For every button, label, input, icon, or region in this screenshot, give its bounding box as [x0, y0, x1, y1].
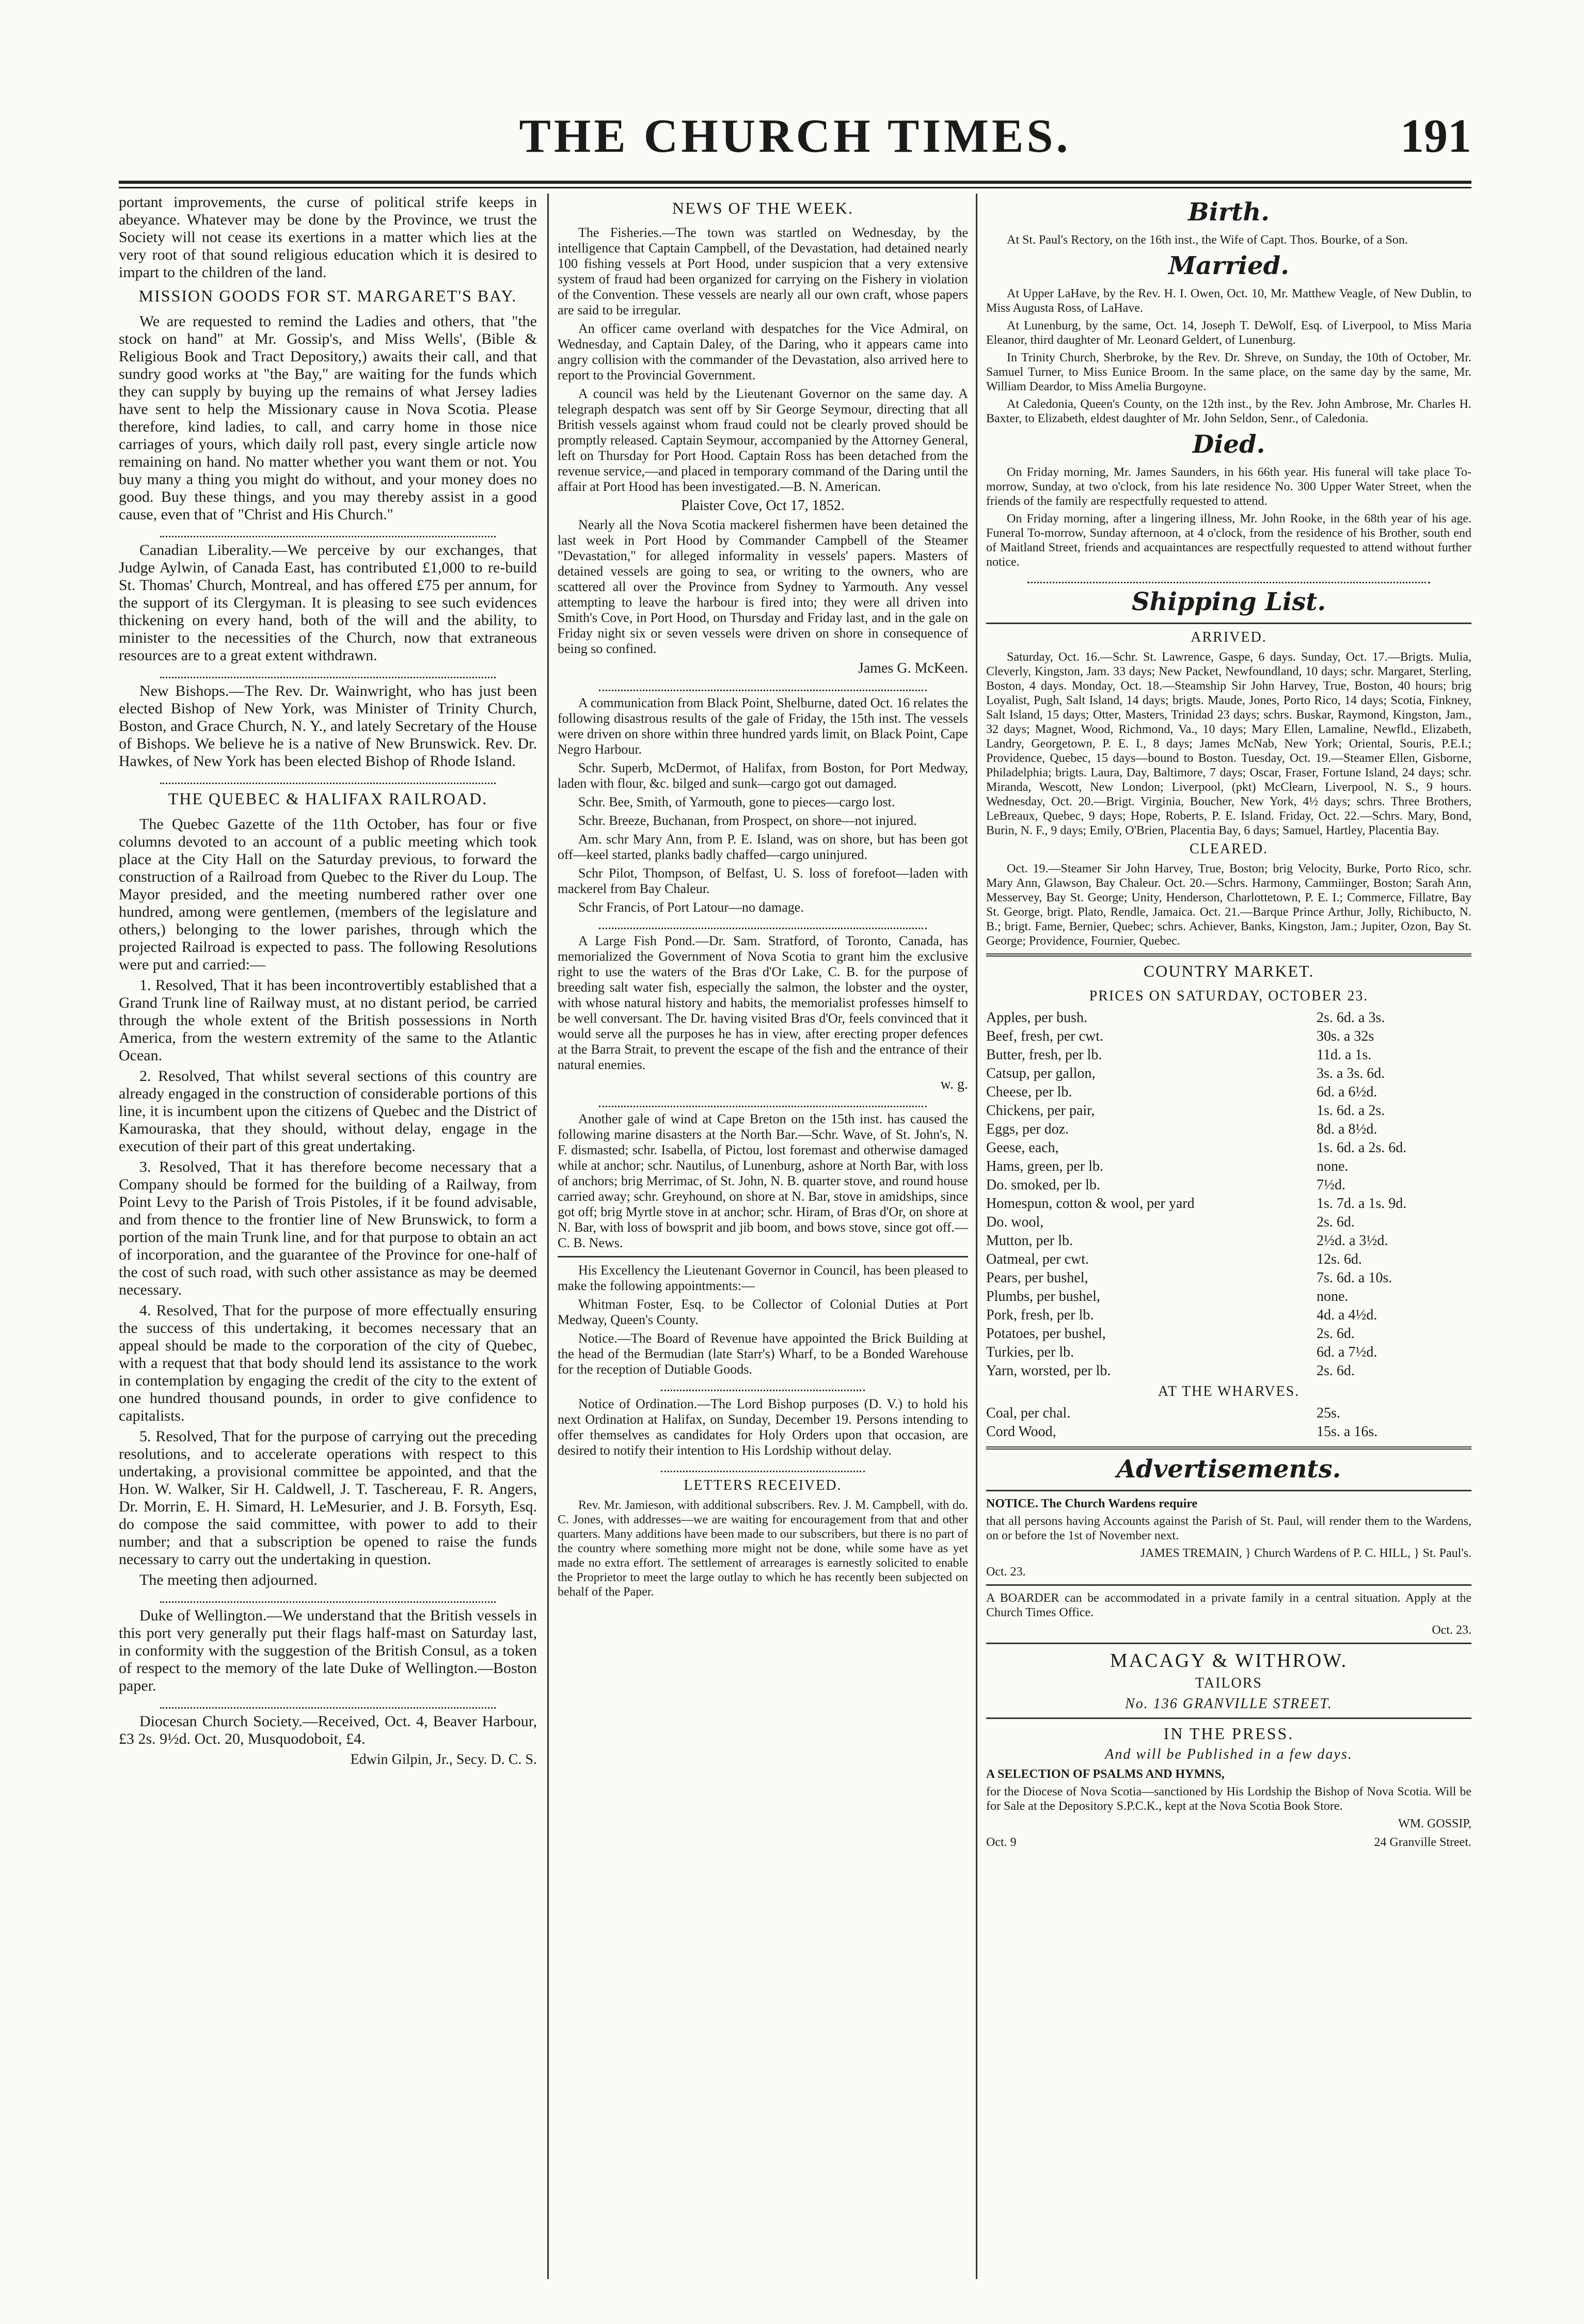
item-breeze: Schr. Breeze, Buchanan, from Prospect, on shore—not injured. — [578, 813, 917, 828]
market-row — [986, 1343, 1471, 1362]
divider — [160, 774, 496, 784]
notice-death-1: On Friday morning, Mr. James Saunders, in his 66th year. His funeral will take place To-morrow, Sunday, at two o'clock, from his late residence No. 300 Upper Water Street, when the friends of the family are respectfully requested to attend. — [986, 466, 1471, 508]
market-price-table — [986, 1009, 1471, 1380]
market-row — [986, 1195, 1471, 1213]
market-row — [986, 1250, 1471, 1269]
signature-diocesan: Edwin Gilpin, Jr., Secy. D. C. S. — [350, 1752, 537, 1768]
divider — [661, 1462, 865, 1472]
market-row — [986, 1232, 1471, 1250]
market-item-price: 7½d. — [1317, 1177, 1345, 1193]
market-row — [986, 1120, 1471, 1139]
column-3 — [986, 194, 1471, 1853]
notice-birth: At St. Paul's Rectory, on the 16th inst., the Wife of Capt. Thos. Bourke, of a Son. — [1007, 233, 1408, 247]
article-diocesan-society: Diocesan Church Society.—Received, Oct. 4, Beaver Harbour, £3 2s. 9½d. Oct. 20, Musquodoboit, £4. — [119, 1713, 537, 1747]
divider-rule — [986, 1446, 1471, 1450]
dateline-plaister-cove: Plaister Cove, Oct 17, 1852. — [681, 498, 845, 514]
resolution-1: 1. Resolved, That it has been incontrovertibly established that a Grand Trunk line of Railway must, at no distant period, be carried through the whole extent of the British possessions in North America, from the western extremity of the same to the Atlantic Ocean. — [119, 977, 537, 1064]
heading-cleared: CLEARED. — [1189, 841, 1269, 857]
column-divider — [547, 194, 549, 2279]
newspaper-title: THE CHURCH TIMES. — [519, 109, 1071, 162]
item-mary-ann: Am. schr Mary Ann, from P. E. Island, was on shore, but has been got off—keel started, planks badly chaffed—cargo uninjured. — [558, 832, 968, 862]
market-item-name: Hams, green, per lb. — [986, 1158, 1104, 1174]
shipping-arrived: Saturday, Oct. 16.—Schr. St. Lawrence, Gaspe, 6 days. Sunday, Oct. 17.—Brigts. Mulia, Cleverly, Kingston, Jam. 33 days; New Packet, Newfoundland, 10 days; schr. Margaret, Sterling, Boston, 4 days. Monday, Oct. 18.—Steamship Sir John Harvey, True, Boston, 40 hours; brig Loyalist, Pugh, Salt Island, 14 days; brigts. Maude, Jones, Porto Rico, 14 days; Scotia, Finkney, Salt Island, 15 days; Otter, Masters, Trinidad 23 days; schrs. Buskar, Raymond, Kingston, Jam., 32 days; Magnet, Wood, Richmond, Va., 10 days; Mary Ellen, Lamaline, Newfld., Elizabeth, Landry, Georgetown, P. E. I., 8 days; James McNab, New York; Oriental, Souris, P.E.I.; Providence, Quebec, 15 days—bound to Boston. Tuesday, Oct. 19.—Steamer Ellen, Gisborne, Philadelphia; brigts. Laura, Day, Baltimore, 7 days; Oscar, Fraser, Fortune Island, 24 days; schr. Miranda, Wescott, New London; Liverpool, (pkt) McClearn, Liverpool, N. S., 9 hours. Wednesday, Oct. 20.—Brigt. Virginia, Boucher, New York, 4½ days; schrs. Three Brothers, LeBreaux, Quebec, 9 days; Hope, Roberts, P. E. Island. Friday, Oct. 22.—Schrs. Mary, Bond, Burin, N. F., 9 days; Emily, O'Brien, Placentia Bay, 6 days; Samuel, Hartley, Placentia Bay. — [986, 650, 1471, 837]
ad-notice-heading: NOTICE. The Church Wardens require — [986, 1497, 1198, 1510]
item-superb: Schr. Superb, McDermot, of Halifax, from Boston, for Port Medway, laden with flour, &c. bilged and sunk—cargo got out damaged. — [558, 760, 968, 791]
heading-news-of-the-week: NEWS OF THE WEEK. — [672, 199, 853, 217]
ad-press-heading: IN THE PRESS. — [1163, 1724, 1294, 1743]
notice-death-2: On Friday morning, after a lingering illness, Mr. John Rooke, in the 68th year of his age. Funeral To-morrow, Sunday afternoon, at 4 o'clock, from the residence of his Brother, south end of Maitland Street, friends and acquaintances are respectfully requested to attend without further notice. — [986, 512, 1471, 569]
market-item-price: 1s. 6d. a 2s. 6d. — [1317, 1140, 1407, 1156]
divider-rule — [986, 1717, 1471, 1719]
market-item-price: 2s. 6d. — [1317, 1214, 1355, 1230]
market-item-price: 6d. a 6½d. — [1317, 1084, 1377, 1100]
market-item-name: Cheese, per lb. — [986, 1084, 1072, 1100]
market-item-price: none. — [1317, 1288, 1349, 1304]
article-officer: An officer came overland with despatches for the Vice Admiral, on Wednesday, and Captain Daley, of the Daring, who it appears came into angry collision with the commander of the Devastation, also arrived here to report to the Provincial Government. — [558, 321, 968, 383]
market-row — [986, 1102, 1471, 1120]
market-row — [986, 1306, 1471, 1325]
market-item-price: 12s. 6d. — [1317, 1251, 1362, 1267]
market-row — [986, 1009, 1471, 1027]
divider — [1027, 574, 1430, 583]
article-board-of-revenue: Notice.—The Board of Revenue have appointed the Brick Building at the head of the Bermudian (late Starr's) Wharf, to be a Bonded Warehouse for the reception of Dutiable Goods. — [558, 1331, 968, 1377]
notice-marriage-2: At Lunenburg, by the same, Oct. 14, Joseph T. DeWolf, Esq. of Liverpool, to Miss Maria Eleanor, third daughter of Mr. Leonard Geldert, of Lunenburg. — [986, 319, 1471, 347]
market-item-price: 2½d. a 3½d. — [1317, 1233, 1388, 1249]
notice-marriage-4: At Caledonia, Queen's County, on the 12th inst., by the Rev. John Ambrose, Mr. Charles H. Baxter, to Elizabeth, eldest daughter of Mr. John Seldon, Senr., of Caledonia. — [986, 397, 1471, 425]
divider-rule — [986, 1490, 1471, 1491]
market-row — [986, 1269, 1471, 1287]
heading-birth: Birth. — [1188, 198, 1270, 227]
market-item-name: Homespun, cotton & wool, per yard — [986, 1196, 1195, 1212]
market-item-price: 7s. 6d. a 10s. — [1317, 1270, 1392, 1286]
signature-mckeen: James G. McKeen. — [858, 660, 968, 676]
market-row — [986, 1064, 1471, 1083]
market-item-name: Oatmeal, per cwt. — [986, 1251, 1089, 1267]
market-item-name: Catsup, per gallon, — [986, 1065, 1096, 1081]
divider-rule — [986, 953, 1471, 957]
market-row — [986, 1176, 1471, 1195]
market-row — [986, 1046, 1471, 1064]
ad-press-date: Oct. 9 — [986, 1836, 1017, 1849]
divider — [160, 1699, 496, 1709]
article-new-bishops: New Bishops.—The Rev. Dr. Wainwright, who has just been elected Bishop of New York, was Minister of Trinity Church, Boston, and Grace Church, N. Y., and lately Secretary of the House of Bishops. We believe he is a native of New Brunswick. Rev. Dr. Hawkes, of New York has been elected Bishop of Rhode Island. — [119, 682, 537, 770]
market-item-price: 30s. a 32s — [1317, 1028, 1374, 1044]
market-item-name: Potatoes, per bushel, — [986, 1326, 1106, 1342]
masthead-rule-thin — [119, 187, 1471, 188]
resolution-4: 4. Resolved, That for the purpose of more effectually ensuring the success of this undertaking, it becomes necessary that an appeal should be made to the corporation of the city of Quebec, with a request that that body should lend its assistance to the work in contemplation by engaging the credit of the city to the extent of one hundred thousand pounds, in order to give confidence to capitalists. — [119, 1302, 537, 1424]
market-item-name: Pork, fresh, per lb. — [986, 1307, 1094, 1323]
market-row — [986, 1157, 1471, 1176]
item-bee: Schr. Bee, Smith, of Yarmouth, gone to pieces—cargo lost. — [578, 794, 895, 809]
ad-press-subheading: And will be Published in a few days. — [1105, 1746, 1353, 1762]
market-item-name: Do. wool, — [986, 1214, 1044, 1230]
market-item-name: Do. smoked, per lb. — [986, 1177, 1100, 1193]
column-1 — [119, 194, 537, 1773]
article-plaister-cove: Nearly all the Nova Scotia mackerel fishermen have been detained the last week in Port Hood by Commander Campbell of the Steamer "Devastation," for alleged informality in vessels' papers. Masters of detained vessels are going to sea, or writing to the owners, who are scattered all over the Province from Sydney to Yarmouth. Any vessel attempting to leave the harbour is fired into; they were all driven into Smith's Cove, in Port Hood, on Thursday and Friday last, and in the gale on Friday night six or seven vessels were driven on shore in consequence of being so confined. — [558, 517, 968, 656]
market-row — [986, 1404, 1471, 1423]
market-item-price: 11d. a 1s. — [1317, 1047, 1372, 1063]
wharves-price-table — [986, 1404, 1471, 1441]
item-francis: Schr Francis, of Port Latour—no damage. — [578, 900, 804, 915]
divider-rule — [986, 1584, 1471, 1586]
market-item-price: 1s. 6d. a 2s. — [1317, 1103, 1385, 1119]
market-item-price: 15s. a 16s. — [1317, 1424, 1378, 1440]
notice-marriage-3: In Trinity Church, Sherbroke, by the Rev. Dr. Shreve, on Sunday, the 10th of October, Mr. Samuel Turner, to Miss Eunice Broom. In the same place, on the same day by the same, Mr. William Deardor, to Miss Amelia Burgoyne. — [986, 351, 1471, 393]
heading-mission-goods: MISSION GOODS FOR ST. MARGARET'S BAY. — [138, 286, 517, 305]
market-date: PRICES ON SATURDAY, OCTOBER 23. — [1089, 988, 1369, 1004]
resolution-3: 3. Resolved, That it has therefore become necessary that a Company should be formed for the building of a Railway, from Point Levy to the Parish of Trois Pistoles, if it be found advisable, and from thence to the frontier line of New Brunswick, to form a portion of the main Trunk line, and for that purpose to obtain an act of incorporation, and the guarantee of the Province for one-half of the cost of such road, with such other assistance as may be deemed necessary. — [119, 1158, 537, 1298]
market-item-name: Pears, per bushel, — [986, 1270, 1088, 1286]
market-item-name: Beef, fresh, per cwt. — [986, 1028, 1104, 1044]
ad-boarder: A BOARDER can be accommodated in a private family in a central situation. Apply at the Church Times Office. — [986, 1591, 1471, 1619]
market-item-name: Geese, each, — [986, 1140, 1059, 1156]
market-row — [986, 1213, 1471, 1232]
heading-at-the-wharves: AT THE WHARVES. — [1158, 1383, 1300, 1399]
market-item-name: Yarn, worsted, per lb. — [986, 1363, 1111, 1379]
article-letters-received: Rev. Mr. Jamieson, with additional subscribers. Rev. J. M. Campbell, with do. C. Jones, with addresses—we are waiting for encouragement from that and other quarters. Many additions have been made to our subscribers, but there is no part of the country where something more might not be done, while some have as yet made no extra effort. The settlement of arrearages is earnestly solicited to enable the Proprietor to meet the large outlay to which he has recently been subjected on behalf of the Paper. — [558, 1499, 968, 1599]
signature-fish-pond: w. g. — [940, 1076, 968, 1092]
article-wellington: Duke of Wellington.—We understand that the British vessels in this port very generally put their flags half-mast on Saturday last, in conformity with the suggestion of the British Consul, as a token of respect to the memory of the late Duke of Wellington.—Boston paper. — [119, 1607, 537, 1694]
page-number: 191 — [1400, 109, 1471, 162]
article-council: A council was held by the Lieutenant Governor on the same day. A telegraph despatch was sent off by Sir George Seymour, directing that all British vessels against whom fraud could not be clearly proved should be promptly released. Captain Seymour, accompanied by the Attorney General, left on Thursday for Port Hood. Captain Ross has been detached from the revenue service,—and placed in temporary command of the Daring until the affair at Port Hood has been investigated.—B. N. American. — [558, 386, 968, 494]
market-item-name: Chickens, per pair, — [986, 1103, 1095, 1119]
masthead-rule — [119, 181, 1471, 184]
heading-railroad: THE QUEBEC & HALIFAX RAILROAD. — [168, 789, 488, 808]
market-item-price: none. — [1317, 1158, 1349, 1174]
column-2 — [558, 194, 968, 1602]
market-item-price: 8d. a 8½d. — [1317, 1121, 1377, 1137]
market-item-price: 1s. 7d. a 1s. 9d. — [1317, 1196, 1407, 1212]
divider-rule — [986, 623, 1471, 624]
divider — [599, 681, 927, 691]
ad-press-title: A SELECTION OF PSALMS AND HYMNS, — [986, 1768, 1225, 1781]
market-row — [986, 1325, 1471, 1343]
divider — [599, 919, 927, 929]
market-item-name: Turkies, per lb. — [986, 1344, 1074, 1360]
heading-country-market: COUNTRY MARKET. — [1143, 962, 1314, 980]
ad-notice-signature: JAMES TREMAIN, } Church Wardens of P. C. HILL, } St. Paul's. — [1140, 1547, 1471, 1560]
market-row — [986, 1139, 1471, 1157]
market-item-price: 3s. a 3s. 6d. — [1317, 1065, 1385, 1081]
heading-married: Married. — [1168, 251, 1289, 280]
article-ordination: Notice of Ordination.—The Lord Bishop purposes (D. V.) to hold his next Ordination at Halifax, on Sunday, December 19. Persons intending to offer themselves as candidates for Holy Orders upon that occasion, are desired to notify their intention to His Lordship without delay. — [558, 1396, 968, 1458]
article-railroad-intro: The Quebec Gazette of the 11th October, has four or five columns devoted to an account of a public meeting which took place at the City Hall on the Saturday previous, to forward the construction of a Railroad from Quebec to the River du Loup. The Mayor presided, and the meeting numbered rather over one hundred, among were gentlemen, (members of the legislature and others,) belonging to the lower parishes, through which the projected Railroad is expected to pass. The following Resolutions were put and carried:— — [119, 816, 537, 973]
market-item-name: Apples, per bush. — [986, 1010, 1087, 1026]
masthead — [119, 103, 1471, 188]
notice-marriage-1: At Upper LaHave, by the Rev. H. I. Owen, Oct. 10, Mr. Matthew Veagle, of New Dublin, to Miss Augusta Ross, of LaHave. — [986, 287, 1471, 315]
market-row — [986, 1083, 1471, 1102]
market-item-price: 2s. 6d. a 3s. — [1317, 1010, 1385, 1026]
column-divider — [976, 194, 977, 2279]
shipping-cleared: Oct. 19.—Steamer Sir John Harvey, True, Boston; brig Velocity, Burke, Porto Rico, schr. Mary Ann, Glawson, Bay Chaleur. Oct. 20.—Schrs. Harmony, Cammiinger, Boston; Sarah Ann, Messervey, Bay St. George; Unity, Henderson, Charlottetown, P. E. I.; Commerce, Fillatre, Bay St. George, brigt. Plato, Rendle, Jamaica. Oct. 21.—Barque Prince Arthur, Jolly, Richibucto, N. B.; brigt. Fame, Bernier, Quebec; schrs. Achiever, Banks, Kingston, Jam.; Jupiter, Ozon, Bay St. George; Providence, Fournier, Quebec. — [986, 862, 1471, 948]
article-mission-goods: We are requested to remind the Ladies and others, that "the stock on hand" at Mr. Gossip's, and Miss Wells', (Bible & Religious Book and Tract Depository,) awaits their call, and that sundry good works at "the Bay," are waiting for the funds which they can supply by buying up the remains of what Jersey ladies have sent to help the Missionary cause in Nova Scotia. Please therefore, kind ladies, to call, and carry home in those nice carriages of yours, which daily roll past, every single article now remaining on hand. No matter whether you want them or not. You buy many a thing you might do without, and your money does no good. Buy these things, and you may thereby assist in a good cause, even that of "Christ and His Church." — [119, 313, 537, 523]
market-row — [986, 1423, 1471, 1441]
item-pilot: Schr Pilot, Thompson, of Belfast, U. S. loss of forefoot—laden with mackerel from Bay Chaleur. — [558, 866, 968, 896]
market-item-price: 4d. a 4½d. — [1317, 1307, 1377, 1323]
divider-rule — [558, 1256, 968, 1257]
article-black-point: A communication from Black Point, Shelburne, dated Oct. 16 relates the following disastrous results of the gale of Friday, the 15th inst. The vessels were driven on shore within three hundred yards limit, on Black Point, Cape Negro Harbour. — [558, 695, 968, 757]
market-item-price: 2s. 6d. — [1317, 1363, 1355, 1379]
divider — [160, 668, 496, 678]
market-row — [986, 1027, 1471, 1046]
market-item-name: Butter, fresh, per lb. — [986, 1047, 1102, 1063]
ad-macagy-heading: MACAGY & WITHROW. — [1110, 1650, 1348, 1672]
market-row — [986, 1362, 1471, 1380]
article-fish-pond: A Large Fish Pond.—Dr. Sam. Stratford, of Toronto, Canada, has memorialized the Government of Nova Scotia to grant him the exclusive right to use the waters of the Bras d'Or Lake, C. B. for the purpose of breeding salt water fish, especially the salmon, the lobster and the oyster, with whose natural history and habits, the memorialist professes himself to be well conversant. The Dr. having visited Bras d'Or, feels convinced that it would serve all the purposes he has in view, after erecting proper defences at the Barra Strait, to prevent the escape of the fish and the entrance of their natural enemies. — [558, 933, 968, 1072]
heading-shipping-list: Shipping List. — [1131, 587, 1326, 616]
divider — [160, 1593, 496, 1603]
market-item-price: 2s. 6d. — [1317, 1326, 1355, 1342]
ad-press-body: for the Diocese of Nova Scotia—sanctioned by His Lordship the Bishop of Nova Scotia. Will be for Sale at the Depository S.P.C.K., kept at the Nova Scotia Book Store. — [986, 1785, 1471, 1813]
ad-press-signature: WM. GOSSIP, — [1398, 1817, 1471, 1830]
heading-died: Died. — [1192, 430, 1265, 459]
resolution-2: 2. Resolved, That whilst several sections of this country are already engaged in the construction of considerable portions of this line, it is incumbent upon the citizens of Quebec and the District of Kamouraska, that they should, without delay, engage in the execution of their part of this great undertaking. — [119, 1068, 537, 1155]
divider-rule — [986, 1643, 1471, 1644]
article-appointments: His Excellency the Lieutenant Governor in Council, has been pleased to make the following appointments:— — [558, 1263, 968, 1293]
ad-macagy-address: No. 136 GRANVILLE STREET. — [1125, 1696, 1333, 1712]
ad-press-address: 24 Granville Street. — [1374, 1836, 1471, 1849]
item-foster: Whitman Foster, Esq. to be Collector of Colonial Duties at Port Medway, Queen's County. — [558, 1297, 968, 1327]
ad-boarder-date: Oct. 23. — [1432, 1623, 1471, 1637]
ad-notice-date: Oct. 23. — [986, 1565, 1026, 1579]
ad-notice-body: that all persons having Accounts against the Parish of St. Paul, will render them to the Wardens, on or before the 1st of November next. — [986, 1515, 1471, 1542]
divider — [160, 528, 496, 537]
market-item-name: Coal, per chal. — [986, 1405, 1071, 1421]
market-item-name: Eggs, per doz. — [986, 1121, 1069, 1137]
article-fisheries: The Fisheries.—The town was startled on Wednesday, by the intelligence that Captain Campbell, of the Devastation, had detained nearly 100 fishing vessels at Port Hood, under suspicion that a very extensive system of fraud had been organized for carrying on the Fishery in violation of the Convention. These vessels are nearly all our own craft, whose papers are said to be irregular. — [558, 225, 968, 317]
market-row — [986, 1287, 1471, 1306]
article-cape-breton: Another gale of wind at Cape Breton on the 15th inst. has caused the following marine disasters at the North Bar.—Schr. Wave, of St. John's, N. F. dismasted; schr. Isabella, of Pictou, lost foremast and otherwise damaged while at anchor; schr. Nautilus, of Lunenburg, ashore at North Bar, with loss of anchors; brig Merrimac, of St. John, N. B. quarter stove, and round house carried away; schr. Greyhound, on shore at N. Bar, stove in amidships, since got off; brig Myrtle stove in at anchor; schr. Hiram, of Bras d'Or, on shore at N. Bar, with loss of bowsprit and jib boom, and bows stove, since got off.—C. B. News. — [558, 1111, 968, 1250]
meeting-adjourned: The meeting then adjourned. — [139, 1571, 318, 1588]
market-item-price: 25s. — [1317, 1405, 1340, 1421]
market-item-name: Mutton, per lb. — [986, 1233, 1073, 1249]
ad-press-footer — [986, 1835, 1471, 1850]
resolution-5: 5. Resolved, That for the purpose of carrying out the preceding resolutions, and to accelerate operations with respect to this undertaking, a provisional committee be appointed, and that the Hon. W. Walker, Sir H. Caldwell, J. T. Taschereau, F. R. Angers, Dr. Morrin, E. H. Simard, H. LeMesurier, and J. B. Forsyth, Esq. do compose the said committee, with power to add to their number; and that a subscription be opened to raise the funds necessary to carry out the undertaking in question. — [119, 1428, 537, 1568]
article-canadian-liberality: Canadian Liberality.—We perceive by our exchanges, that Judge Aylwin, of Canada East, has contributed £1,000 to re-build St. Thomas' Church, Montreal, and has offered £75 per annum, for the support of its Clergyman. It is pleasing to see such evidences thickening on every hand, both of the will and the ability, to minister to the necessities of the Church, now that extraneous resources are to a great extent withdrawn. — [119, 542, 537, 664]
article-intro: portant improvements, the curse of political strife keeps in abeyance. Whatever may be done by the Province, we trust the Society will not cease its exertions in a matter which lies at the very root of that sound religious education which it is desired to impart to the children of the land. — [119, 194, 537, 281]
market-item-price: 6d. a 7½d. — [1317, 1344, 1377, 1360]
heading-advertisements: Advertisements. — [1116, 1455, 1341, 1484]
heading-letters-received: LETTERS RECEIVED. — [684, 1477, 842, 1493]
market-item-name: Cord Wood, — [986, 1424, 1056, 1440]
heading-arrived: ARRIVED. — [1191, 629, 1267, 645]
ad-macagy-tailors: TAILORS — [1195, 1675, 1262, 1691]
divider — [661, 1381, 865, 1391]
divider — [599, 1097, 927, 1107]
market-item-name: Plumbs, per bushel, — [986, 1288, 1100, 1304]
